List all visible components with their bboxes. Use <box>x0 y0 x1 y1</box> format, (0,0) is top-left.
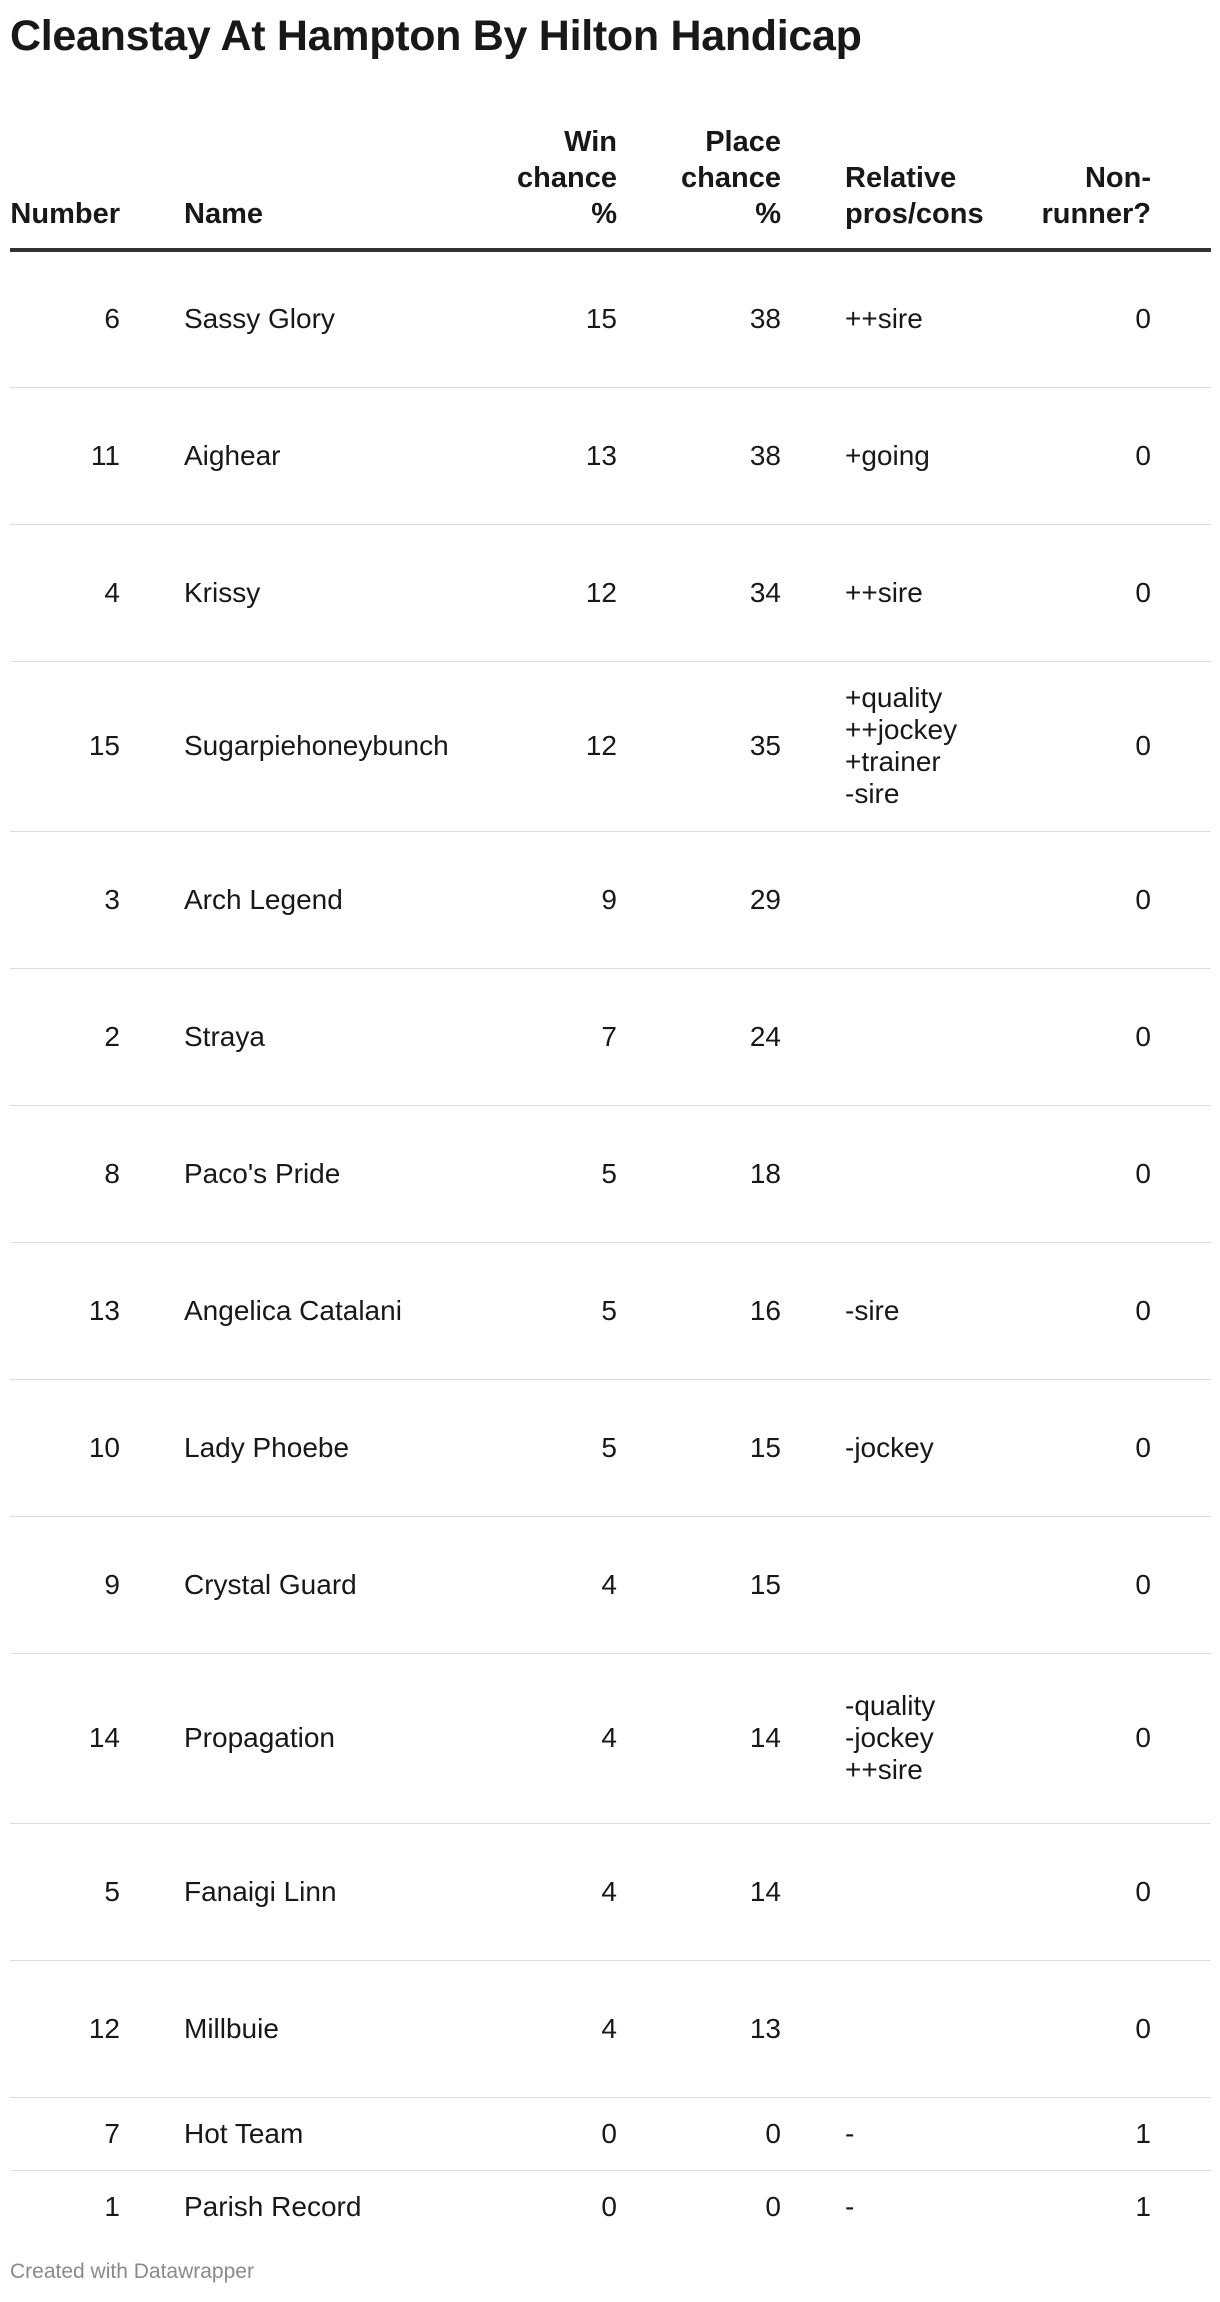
cell-name: Krissy <box>184 524 482 661</box>
cell-pros-cons <box>845 250 1015 387</box>
cell-gap <box>781 1242 845 1379</box>
table-row <box>10 250 1211 387</box>
cell-non-runner: 0 <box>1015 1379 1151 1516</box>
cell-win-chance: 0 <box>482 2097 617 2170</box>
cell-non-runner: 0 <box>1015 1105 1151 1242</box>
pros-cons-item: +going <box>845 439 930 471</box>
pros-cons-item: -quality <box>845 1690 936 1721</box>
cell-pros-cons <box>845 1242 1015 1379</box>
cell-number: 12 <box>10 1960 120 2097</box>
cell-non-runner: 0 <box>1015 1516 1151 1653</box>
pros-cons-item: -sire <box>845 778 900 809</box>
cell-gap <box>120 250 184 387</box>
header-pros-line: Relative <box>845 162 957 194</box>
header-win-chance[interactable] <box>482 124 617 250</box>
cell-place-chance: 15 <box>617 1516 781 1653</box>
cell-gap <box>1151 968 1211 1105</box>
cell-place-chance: 38 <box>617 250 781 387</box>
pros-cons-item: -jockey <box>845 1722 934 1753</box>
cell-pros-cons <box>845 524 1015 661</box>
cell-name: Paco's Pride <box>184 1105 482 1242</box>
cell-name: Arch Legend <box>184 831 482 968</box>
pros-cons-item: +quality <box>845 682 943 713</box>
cell-gap <box>1151 661 1211 831</box>
cell-win-chance: 4 <box>482 1653 617 1823</box>
cell-gap <box>120 1960 184 2097</box>
pros-cons-item: ++sire <box>845 576 923 608</box>
cell-gap <box>781 1960 845 2097</box>
cell-number: 3 <box>10 831 120 968</box>
header-win-line: chance <box>517 162 617 194</box>
cell-win-chance: 4 <box>482 1823 617 1960</box>
cell-win-chance: 4 <box>482 1960 617 2097</box>
cell-non-runner: 0 <box>1015 387 1151 524</box>
cell-name: Straya <box>184 968 482 1105</box>
pros-cons-item: ++sire <box>845 303 923 335</box>
cell-gap <box>120 2097 184 2170</box>
table-row <box>10 661 1211 831</box>
header-win-line: % <box>591 198 617 230</box>
table-row <box>10 1653 1211 1823</box>
cell-number: 8 <box>10 1105 120 1242</box>
cell-gap <box>781 2170 845 2243</box>
cell-gap <box>1151 1105 1211 1242</box>
header-gap <box>120 124 184 250</box>
cell-number: 11 <box>10 387 120 524</box>
cell-place-chance: 14 <box>617 1823 781 1960</box>
footer-credit[interactable]: Created with Datawrapper <box>10 2260 254 2283</box>
cell-number: 4 <box>10 524 120 661</box>
header-place-line: % <box>755 198 781 230</box>
table-row <box>10 1823 1211 1960</box>
cell-gap <box>1151 1653 1211 1823</box>
cell-non-runner: 0 <box>1015 1242 1151 1379</box>
cell-gap <box>1151 250 1211 387</box>
cell-place-chance: 0 <box>617 2097 781 2170</box>
header-nonrunner-line: Non- <box>1084 162 1151 194</box>
pros-cons-item: - <box>845 2117 855 2149</box>
cell-win-chance: 0 <box>601 2190 617 2222</box>
header-place-line: chance <box>681 162 781 194</box>
cell-gap <box>1151 524 1211 661</box>
cell-win-chance: 5 <box>482 1242 617 1379</box>
cell-place-chance: 0 <box>765 2190 781 2222</box>
header-name-label: Name <box>184 198 263 230</box>
cell-gap <box>120 1379 184 1516</box>
cell-gap <box>781 524 845 661</box>
cell-gap <box>781 387 845 524</box>
cell-place-chance: 29 <box>617 831 781 968</box>
header-gap <box>781 124 845 250</box>
cell-name: Millbuie <box>184 1960 482 2097</box>
cell-name: Propagation <box>184 1653 482 1823</box>
table-row <box>10 2170 1211 2243</box>
cell-win-chance: 5 <box>482 1379 617 1516</box>
cell-gap <box>781 1653 845 1823</box>
cell-pros-cons <box>845 1516 1015 1653</box>
pros-cons-item: ++jockey <box>845 714 958 745</box>
cell-gap <box>120 1242 184 1379</box>
cell-non-runner: 1 <box>1135 2190 1151 2222</box>
cell-pros-cons <box>845 2097 1015 2170</box>
cell-pros-cons <box>845 1379 1015 1516</box>
cell-non-runner: 0 <box>1015 250 1151 387</box>
pros-cons-item: - <box>845 2190 855 2222</box>
table-row <box>10 2097 1211 2170</box>
cell-pros-cons <box>845 1653 1015 1823</box>
cell-gap <box>781 1823 845 1960</box>
cell-number: 9 <box>10 1516 120 1653</box>
table-row <box>10 1379 1211 1516</box>
cell-non-runner: 0 <box>1015 1960 1151 2097</box>
cell-gap <box>1151 1516 1211 1653</box>
cell-non-runner: 0 <box>1015 1653 1151 1823</box>
header-win-line: Win <box>564 126 617 158</box>
cell-gap <box>1151 2097 1211 2170</box>
cell-name: Angelica Catalani <box>184 1242 482 1379</box>
cell-number: 2 <box>10 968 120 1105</box>
cell-gap <box>1151 1960 1211 2097</box>
cell-gap <box>1151 1379 1211 1516</box>
cell-non-runner: 1 <box>1015 2097 1151 2170</box>
cell-name: Parish Record <box>184 2190 362 2222</box>
header-place-line: Place <box>705 126 781 158</box>
table-row <box>10 1960 1211 2097</box>
cell-win-chance: 12 <box>482 661 617 831</box>
cell-place-chance: 16 <box>617 1242 781 1379</box>
header-pros-line: pros/cons <box>845 198 984 230</box>
pros-cons-item: -sire <box>845 1294 900 1326</box>
cell-non-runner: 0 <box>1015 1823 1151 1960</box>
pros-cons-item: +trainer <box>845 746 941 777</box>
header-non-runner[interactable] <box>1015 124 1151 250</box>
cell-gap <box>120 1823 184 1960</box>
cell-gap <box>781 968 845 1105</box>
cell-pros-cons <box>845 831 1015 968</box>
cell-win-chance: 7 <box>482 968 617 1105</box>
cell-pros-cons <box>845 1823 1015 1960</box>
table-row <box>10 1516 1211 1653</box>
header-number[interactable] <box>10 124 120 250</box>
cell-non-runner: 0 <box>1015 661 1151 831</box>
cell-win-chance: 15 <box>482 250 617 387</box>
cell-name: Crystal Guard <box>184 1516 482 1653</box>
table-title: Cleanstay At Hampton By Hilton Handicap <box>10 12 862 60</box>
cell-gap <box>1151 831 1211 968</box>
header-number-label: Number <box>10 198 120 230</box>
cell-gap <box>120 1105 184 1242</box>
cell-pros-cons <box>845 968 1015 1105</box>
cell-gap <box>781 831 845 968</box>
cell-gap <box>120 1516 184 1653</box>
table-row <box>10 524 1211 661</box>
cell-gap <box>1151 387 1211 524</box>
cell-gap <box>1151 1242 1211 1379</box>
cell-gap <box>120 387 184 524</box>
cell-number: 7 <box>10 2097 120 2170</box>
cell-win-chance: 12 <box>482 524 617 661</box>
cell-place-chance: 18 <box>617 1105 781 1242</box>
cell-place-chance: 15 <box>617 1379 781 1516</box>
cell-gap <box>781 1516 845 1653</box>
page <box>10 10 1220 2283</box>
cell-name: Lady Phoebe <box>184 1379 482 1516</box>
cell-name: Fanaigi Linn <box>184 1823 482 1960</box>
table-body <box>10 250 1211 2243</box>
cell-number: 6 <box>10 250 120 387</box>
cell-name: Sassy Glory <box>184 250 482 387</box>
cell-gap <box>1151 1823 1211 1960</box>
cell-win-chance: 13 <box>482 387 617 524</box>
cell-gap <box>120 1653 184 1823</box>
cell-gap <box>120 661 184 831</box>
cell-gap <box>781 2097 845 2170</box>
header-name[interactable] <box>184 124 482 250</box>
cell-win-chance: 4 <box>482 1516 617 1653</box>
cell-pros-cons <box>845 1105 1015 1242</box>
cell-number: 10 <box>10 1379 120 1516</box>
cell-gap <box>781 661 845 831</box>
cell-gap <box>120 2170 184 2243</box>
cell-pros-cons <box>845 661 1015 831</box>
table-row <box>10 1242 1211 1379</box>
cell-number: 14 <box>10 1653 120 1823</box>
cell-place-chance: 38 <box>617 387 781 524</box>
cell-place-chance: 34 <box>617 524 781 661</box>
header-gap <box>1151 124 1211 250</box>
cell-non-runner: 0 <box>1015 968 1151 1105</box>
header-place-chance[interactable] <box>617 124 781 250</box>
cell-pros-cons <box>845 2170 1015 2243</box>
pros-cons-item: -jockey <box>845 1431 934 1463</box>
cell-win-chance: 5 <box>482 1105 617 1242</box>
cell-gap <box>120 968 184 1105</box>
header-pros-cons[interactable] <box>845 124 1015 250</box>
table-row <box>10 387 1211 524</box>
cell-place-chance: 24 <box>617 968 781 1105</box>
cell-gap <box>781 1379 845 1516</box>
cell-pros-cons <box>845 1960 1015 2097</box>
cell-number: 1 <box>104 2190 120 2222</box>
cell-number: 15 <box>10 661 120 831</box>
cell-number: 5 <box>10 1823 120 1960</box>
cell-place-chance: 14 <box>617 1653 781 1823</box>
table-row <box>10 968 1211 1105</box>
cell-name: Hot Team <box>184 2097 482 2170</box>
cell-gap <box>1151 2170 1211 2243</box>
race-table <box>10 124 1211 2243</box>
cell-name: Sugarpiehoneybunch <box>184 661 482 831</box>
cell-win-chance: 9 <box>482 831 617 968</box>
cell-non-runner: 0 <box>1015 831 1151 968</box>
cell-gap <box>120 524 184 661</box>
table-row <box>10 1105 1211 1242</box>
table-row <box>10 831 1211 968</box>
cell-non-runner: 0 <box>1015 524 1151 661</box>
cell-gap <box>120 831 184 968</box>
cell-gap <box>781 1105 845 1242</box>
cell-name: Aighear <box>184 387 482 524</box>
cell-number: 13 <box>10 1242 120 1379</box>
cell-place-chance: 13 <box>617 1960 781 2097</box>
cell-place-chance: 35 <box>617 661 781 831</box>
header-row <box>10 124 1211 250</box>
header-nonrunner-line: runner? <box>1041 198 1151 230</box>
cell-gap <box>781 250 845 387</box>
pros-cons-item: ++sire <box>845 1754 923 1785</box>
cell-pros-cons <box>845 387 1015 524</box>
